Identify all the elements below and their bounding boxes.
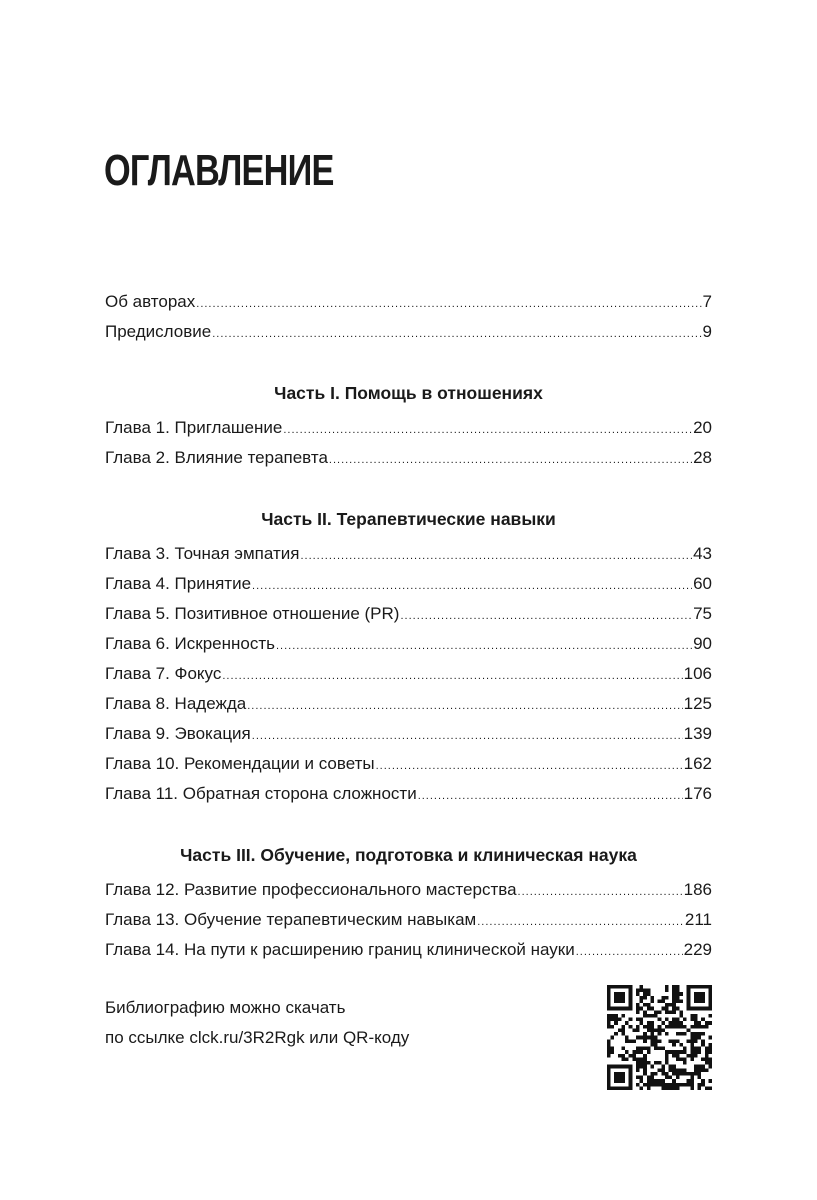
entry-title: Предисловие	[105, 322, 212, 341]
page-number: 75	[693, 604, 712, 623]
toc-entry[interactable]	[105, 292, 712, 322]
page-number: 139	[683, 724, 712, 743]
toc-entry[interactable]	[105, 544, 712, 574]
toc-entry[interactable]	[105, 724, 712, 754]
toc-entry[interactable]	[105, 754, 712, 784]
dot-leader	[247, 700, 682, 712]
entry-title: Глава 3. Точная эмпатия	[105, 544, 300, 563]
entry-title: Глава 12. Развитие профессионального мастерства	[105, 880, 517, 899]
page-number: 125	[683, 694, 712, 713]
toc-entry[interactable]	[105, 604, 712, 634]
dot-leader	[212, 328, 701, 340]
entry-title: Глава 8. Надежда	[105, 694, 247, 713]
page-number: 28	[693, 448, 712, 467]
toc-entry[interactable]	[105, 322, 712, 352]
dot-leader	[576, 946, 683, 958]
part-heading: Часть III. Обучение, подготовка и клиническая наука	[180, 845, 637, 865]
part-heading: Часть I. Помощь в отношениях	[274, 383, 543, 403]
dot-leader	[196, 298, 701, 310]
dot-leader	[376, 760, 683, 772]
page-title: ОГЛАВЛЕНИЕ	[104, 146, 334, 195]
entry-title: Глава 4. Принятие	[105, 574, 252, 593]
dot-leader	[252, 580, 692, 592]
toc-entry[interactable]	[105, 940, 712, 970]
page-number: 176	[683, 784, 712, 803]
dot-leader	[400, 610, 692, 622]
dot-leader	[222, 670, 682, 682]
dot-leader	[283, 424, 692, 436]
page-number: 229	[683, 940, 712, 959]
entry-title: Глава 6. Искренность	[105, 634, 275, 653]
dot-leader	[518, 886, 683, 898]
page-number: 90	[693, 634, 712, 653]
dot-leader	[329, 454, 692, 466]
dot-leader	[252, 730, 683, 742]
page-number: 9	[702, 322, 712, 341]
entry-title: Глава 10. Рекомендации и советы	[105, 754, 375, 773]
entry-title: Глава 2. Влияние терапевта	[105, 448, 328, 467]
toc-entry[interactable]	[105, 664, 712, 694]
toc-entry[interactable]	[105, 418, 712, 448]
entry-title: Глава 9. Эвокация	[105, 724, 251, 743]
toc-entry[interactable]	[105, 694, 712, 724]
page-number: 211	[684, 910, 712, 929]
page-number: 7	[702, 292, 712, 311]
entry-title: Глава 13. Обучение терапевтическим навыкам	[105, 910, 477, 929]
dot-leader	[276, 640, 692, 652]
bibliography-line-1: Библиографию можно скачать	[105, 998, 346, 1017]
bibliography-note	[105, 993, 409, 1053]
entry-title: Глава 11. Обратная сторона сложности	[105, 784, 417, 803]
toc-entry[interactable]	[105, 448, 712, 478]
qr-code-icon	[607, 985, 712, 1090]
dot-leader	[418, 790, 683, 802]
page-number: 186	[683, 880, 712, 899]
table-of-contents	[105, 292, 712, 970]
entry-title: Об авторах	[105, 292, 196, 311]
page-number: 106	[683, 664, 712, 683]
bibliography-line-2: по ссылке clck.ru/3R2Rgk или QR-коду	[105, 1028, 410, 1047]
entry-title: Глава 1. Приглашение	[105, 418, 283, 437]
page-number: 162	[683, 754, 712, 773]
toc-entry[interactable]	[105, 574, 712, 604]
entry-title: Глава 5. Позитивное отношение (PR)	[105, 604, 400, 623]
page-number: 60	[693, 574, 712, 593]
dot-leader	[300, 550, 692, 562]
toc-entry[interactable]	[105, 634, 712, 664]
page-number: 43	[693, 544, 712, 563]
entry-title: Глава 14. На пути к расширению границ клинической науки	[105, 940, 575, 959]
toc-entry[interactable]	[105, 910, 712, 940]
dot-leader	[477, 916, 684, 928]
page-number: 20	[693, 418, 712, 437]
toc-entry[interactable]	[105, 784, 712, 814]
part-heading: Часть II. Терапевтические навыки	[261, 509, 556, 529]
toc-entry[interactable]	[105, 880, 712, 910]
entry-title: Глава 7. Фокус	[105, 664, 222, 683]
